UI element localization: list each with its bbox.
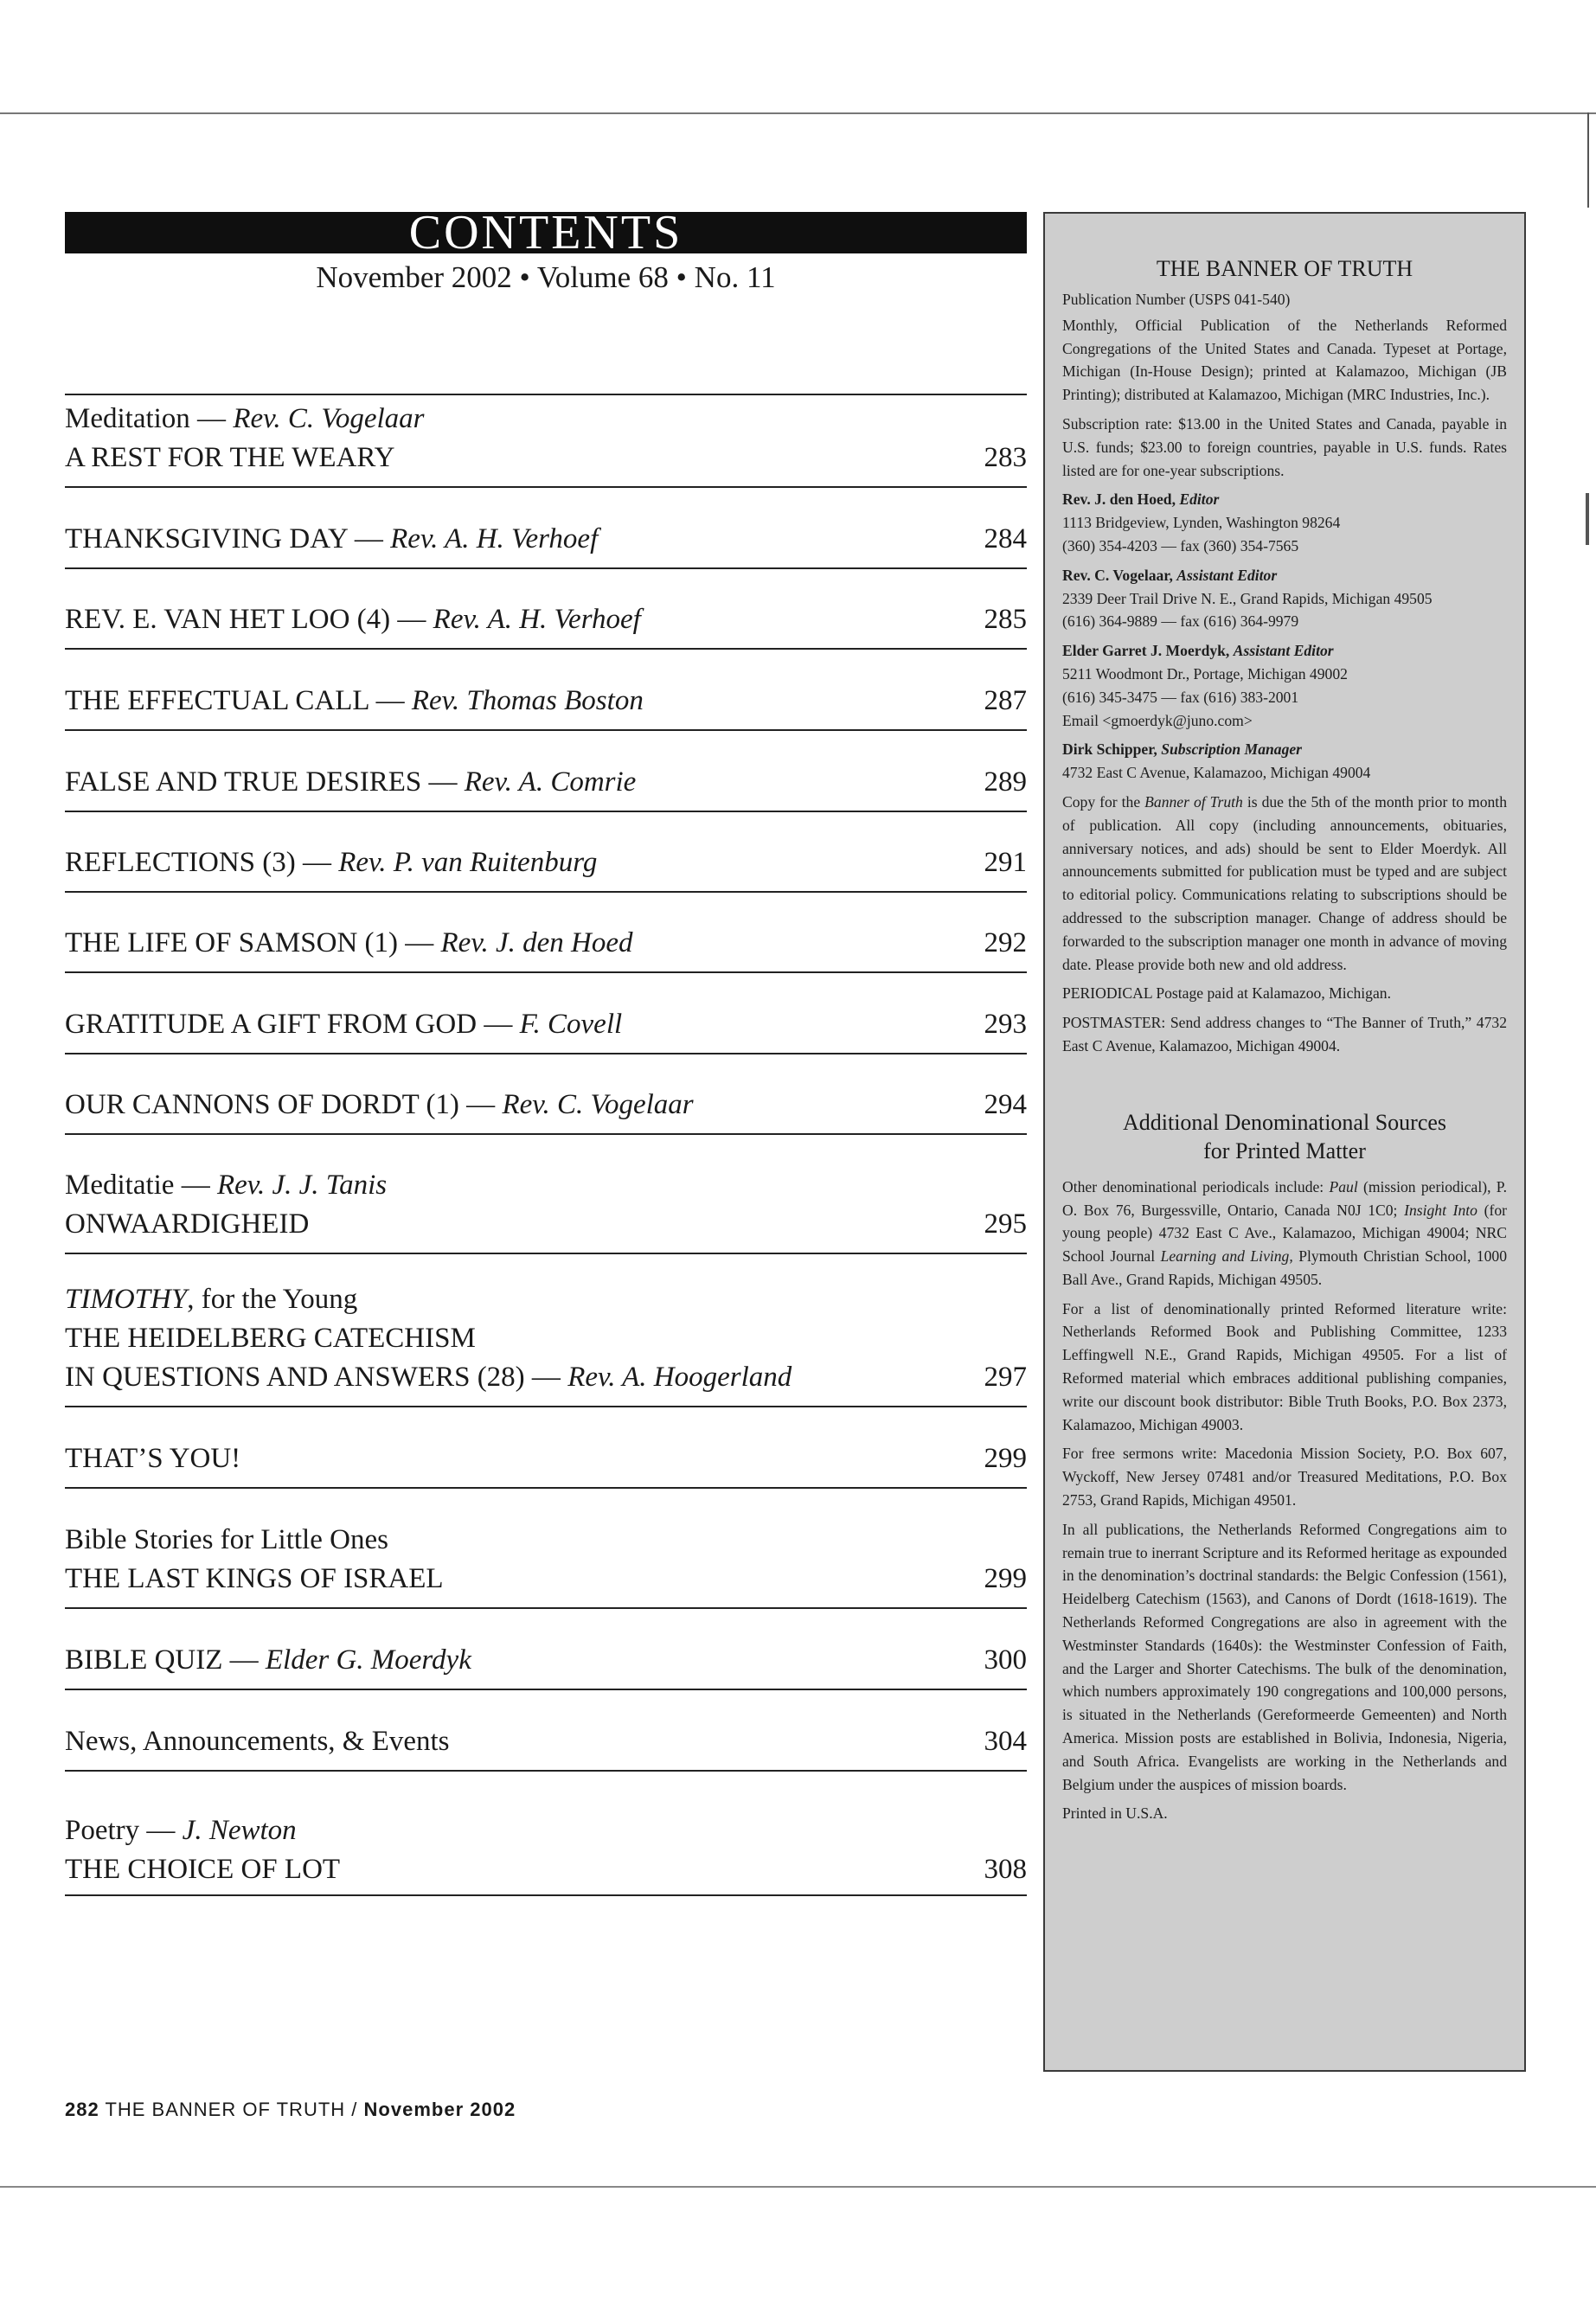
contents-entry [65,1487,1027,1607]
entry-line [65,763,940,802]
sources-statement: In all publications, the Netherlands Reformed Congregations aim to remain true to inerrant Scripture and its Reformed heritage as expounded in the denomination’s doctrinal standards: the Belgic Confession (1561), Heidelberg Catechism (1563), and Canons of Dordt (1618-1619). The Netherlands Reformed Congregations are also in agreement with the Westminster Standards (1640s): the Westminster Confession of Faith, and the Larger and Shorter Catechisms. The bulk of the denomination, which numbers approximately 190 congregations and 100,000 persons, is situated in the Netherlands (Gereformeerde Gemeenten) and North America. Mission posts are established in Bolivia, Indonesia, Nigeria, and South Africa. Evangelists are working in the Netherlands and Belgium under the auspices of mission boards. [1062,1520,1507,1793]
footer-publication: THE BANNER OF TRUTH [105,2099,346,2120]
contents-entry [65,1053,1027,1133]
entry-line [65,1205,940,1244]
assistant-editor-address: 5211 Woodmont Dr., Portage, Michigan 49002 [1062,664,1348,683]
entry-line [65,1439,940,1478]
page-edge-mark [1587,112,1589,208]
sources-text: Other denominational periodicals include: [1062,1177,1330,1195]
entry-author: Rev. A. H. Verhoef [390,523,599,554]
entry-page-number: 285 [984,604,1027,635]
subscription-manager-name: Dirk Schipper, [1062,740,1162,759]
entry-line [65,1850,940,1889]
entry-title: THANKSGIVING DAY — [65,523,391,554]
entry-line [65,600,940,639]
sources-text: Plymouth Christian School, 1000 Ball Ave., Grand Rapids, Michigan 49505. [1062,1247,1507,1288]
entry-page-number: 293 [984,1009,1027,1040]
contents-entry [65,1770,1027,1898]
sources-sermons: For free sermons write: Macedonia Mission Society, P.O. Box 607, Wyckoff, New Jersey 07481 and/or Treasured Meditations, P.O. Box 2753, Grand Rapids, Michigan 49501. [1062,1445,1507,1509]
contents-entry [65,648,1027,729]
entry-line [65,1280,940,1319]
copy-notice-text: is due the 5th of the month prior to month of publication. All copy (including announcements, obituaries, anniversary notices, and ads) should be sent to Elder Moerdyk. All announcements submitted for publication must be typed and are subject to editorial policy. Communications relating to subscriptions should be addressed to the subscription manager. Change of address should be forwarded to the subscription manager one month in advance of moving date. Please provide both new and old address. [1062,792,1507,973]
contents-entry [65,1607,1027,1689]
assistant-editor-phone: (616) 345-3475 — fax (616) 383-2001 [1062,688,1299,706]
assistant-editor-email: Email <gmoerdyk@juno.com> [1062,711,1253,729]
entry-page-number: 308 [984,1854,1027,1885]
entry-author: Rev. Thomas Boston [411,685,644,716]
assistant-editor-address: 2339 Deer Trail Drive N. E., Grand Rapids, Michigan 49505 [1062,589,1433,607]
entry-line [65,843,940,882]
editor-block [1062,488,1507,557]
entry-line [65,520,940,559]
sources-text: (mission periodical), P. O. Box 76, Burgessville, Ontario, Canada N0J 1C0; [1062,1177,1507,1219]
entry-page-number: 299 [984,1443,1027,1474]
entry-author: Rev. J. J. Tanis [216,1170,388,1201]
publication-number: Publication Number (USPS 041-540) [1062,291,1291,308]
contents-entry [65,1689,1027,1770]
entry-title: THE CHOICE OF LOT [65,1854,341,1885]
copy-notice [1062,791,1507,976]
bottom-scan-edge [0,2186,1596,2188]
entry-title: REV. E. VAN HET LOO (4) — [65,604,433,635]
subscription-manager-address: 4732 East C Avenue, Kalamazoo, Michigan 49004 [1062,764,1371,782]
entry-title: THAT’S YOU! [65,1443,241,1474]
entry-line [65,1319,940,1358]
contents-title: CONTENTS [65,212,1027,253]
entry-author: TIMOTHY [65,1284,188,1315]
entry-title: IN QUESTIONS AND ANSWERS (28) — [65,1362,568,1393]
entry-author: Elder G. Moerdyk [265,1644,471,1676]
assistant-editor-phone: (616) 364-9889 — fax (616) 364-9979 [1062,612,1299,631]
sources-periodicals [1062,1176,1507,1292]
contents-end-rule [65,1894,1027,1896]
entry-title: REFLECTIONS (3) — [65,847,339,878]
sources-title-line: for Printed Matter [1203,1138,1366,1163]
contents-entry [65,1253,1027,1406]
entry-line [65,682,940,721]
assistant-editor-name: Elder Garret J. Moerdyk, [1062,642,1234,660]
contents-list [65,394,1027,1898]
contents-entry [65,811,1027,891]
entry-line [65,439,940,478]
entry-title: Poetry — [65,1815,183,1846]
issue-line: November 2002 • Volume 68 • No. 11 [316,260,776,294]
entry-page-number: 287 [984,685,1027,716]
footer-page-number: 282 [65,2099,99,2120]
copy-notice-text: Copy for the [1062,792,1145,811]
entry-line [65,1560,940,1599]
printed-in: Printed in U.S.A. [1062,1804,1168,1823]
entry-author: Rev. J. den Hoed [440,927,633,958]
entry-author: Rev. A. H. Verhoef [433,604,641,635]
entry-line [65,1358,940,1397]
contents-entry [65,1406,1027,1487]
entry-title: Bible Stories for Little Ones [65,1524,388,1555]
entry-author: J. Newton [182,1815,297,1846]
masthead-title: THE BANNER OF TRUTH [1156,256,1413,281]
entry-title: Meditatie — [65,1170,217,1201]
contents-entry [65,394,1027,486]
assistant-editor-block [1062,639,1507,732]
entry-title: News, Announcements, & Events [65,1726,450,1757]
sources-literature: For a list of denominationally printed Reformed literature write: Netherlands Reformed Book and Publishing Committee, 1233 Leffingwell N.E., Grand Rapids, Michigan 49505. For a list of Reformed material which embraces additional publishing companies, write our discount book distributor: Bible Truth Books, P.O. Box 2373, Kalamazoo, Michigan 49003. [1062,1299,1507,1433]
entry-line [65,1521,940,1560]
entry-page-number: 283 [984,442,1027,473]
sources-title-paul: Paul [1329,1177,1358,1195]
entry-title: GRATITUDE A GIFT FROM GOD — [65,1009,520,1040]
assistant-editor-role: Assistant Editor [1233,642,1334,660]
contents-entry [65,971,1027,1053]
entry-author: Rev. C. Vogelaar [502,1089,694,1120]
entry-author: Rev. A. Hoogerland [567,1362,792,1393]
entry-author: F. Covell [519,1009,623,1040]
entry-title: THE LIFE OF SAMSON (1) — [65,927,441,958]
entry-page-number: 291 [984,847,1027,878]
contents-entry [65,567,1027,648]
entry-page-number: 299 [984,1563,1027,1594]
entry-title: ONWAARDIGHEID [65,1208,310,1240]
entry-line [65,1005,940,1044]
copy-notice-title: Banner of Truth [1144,792,1243,811]
entry-title: THE LAST KINGS OF ISRAEL [65,1563,444,1594]
entry-line [65,924,940,963]
footer-separator: / [351,2099,358,2120]
page-footer [65,2099,516,2121]
entry-author: Rev. C. Vogelaar [233,403,425,434]
contents-entry [65,1133,1027,1253]
entry-page-number: 284 [984,523,1027,554]
entry-page-number: 304 [984,1726,1027,1757]
entry-line [65,400,940,439]
entry-page-number: 292 [984,927,1027,958]
top-scan-edge [0,112,1596,114]
page-edge-mark [1586,493,1589,545]
editor-name: Rev. J. den Hoed, [1062,490,1180,509]
entry-title: OUR CANNONS OF DORDT (1) — [65,1089,503,1120]
entry-title: A REST FOR THE WEARY [65,442,395,473]
entry-line [65,1722,940,1761]
contents-entry [65,486,1027,567]
entry-title: THE HEIDELBERG CATECHISM [65,1323,476,1354]
masthead-box [1043,212,1526,2072]
entry-page-number: 289 [984,766,1027,798]
entry-title: Meditation — [65,403,234,434]
editor-address: 1113 Bridgeview, Lynden, Washington 98264 [1062,514,1341,532]
sources-title-insight: Insight Into [1404,1201,1477,1219]
assistant-editor-name: Rev. C. Vogelaar, [1062,566,1177,584]
entry-page-number: 294 [984,1089,1027,1120]
entry-title: BIBLE QUIZ — [65,1644,266,1676]
entry-line [65,1086,940,1125]
entry-line [65,1166,940,1205]
entry-page-number: 295 [984,1208,1027,1240]
entry-page-number: 297 [984,1362,1027,1393]
editor-phone: (360) 354-4203 — fax (360) 354-7565 [1062,536,1299,554]
subscription-manager-block [1062,738,1507,785]
entry-line [65,1811,940,1850]
editor-role: Editor [1179,490,1220,509]
sources-title-line: Additional Denominational Sources [1122,1109,1447,1135]
subscription-rate: Subscription rate: $13.00 in the United States and Canada, payable in U.S. funds; $23.00 to foreign countries, payable in U.S. funds. Rates listed are for one-year subscriptions. [1062,414,1507,479]
entry-author: Rev. P. van Ruitenburg [338,847,598,878]
postmaster-notice: POSTMASTER: Send address changes to “The Banner of Truth,” 4732 East C Avenue, Kalamazoo, Michigan 49004. [1062,1014,1507,1054]
periodical-postage: PERIODICAL Postage paid at Kalamazoo, Michigan. [1062,984,1391,1003]
assistant-editor-role: Assistant Editor [1176,566,1278,584]
entry-page-number: 300 [984,1644,1027,1676]
entry-author: Rev. A. Comrie [464,766,637,798]
entry-title: FALSE AND TRUE DESIRES — [65,766,465,798]
sources-text: (for young people) 4732 East C Ave., Kalamazoo, Michigan 49004; NRC School Journal [1062,1201,1507,1266]
masthead-description: Monthly, Official Publication of the Netherlands Reformed Congregations of the United States and Canada. Typeset at Portage, Michigan (In-House Design); printed at Kalamazoo, Michigan (JB Printing); distributed at Kalamazoo, Michigan (MRC Industries, Inc.). [1062,316,1507,404]
assistant-editor-block [1062,564,1507,633]
entry-line [65,1641,940,1680]
contents-entry [65,729,1027,811]
footer-date: November 2002 [363,2099,516,2120]
entry-title: THE EFFECTUAL CALL — [65,685,412,716]
subscription-manager-role: Subscription Manager [1161,740,1303,759]
sources-title-learning: Learning and Living, [1160,1247,1293,1266]
sources-title [1062,1108,1507,1165]
entry-subtitle: , for the Young [187,1284,358,1315]
contents-entry [65,891,1027,971]
